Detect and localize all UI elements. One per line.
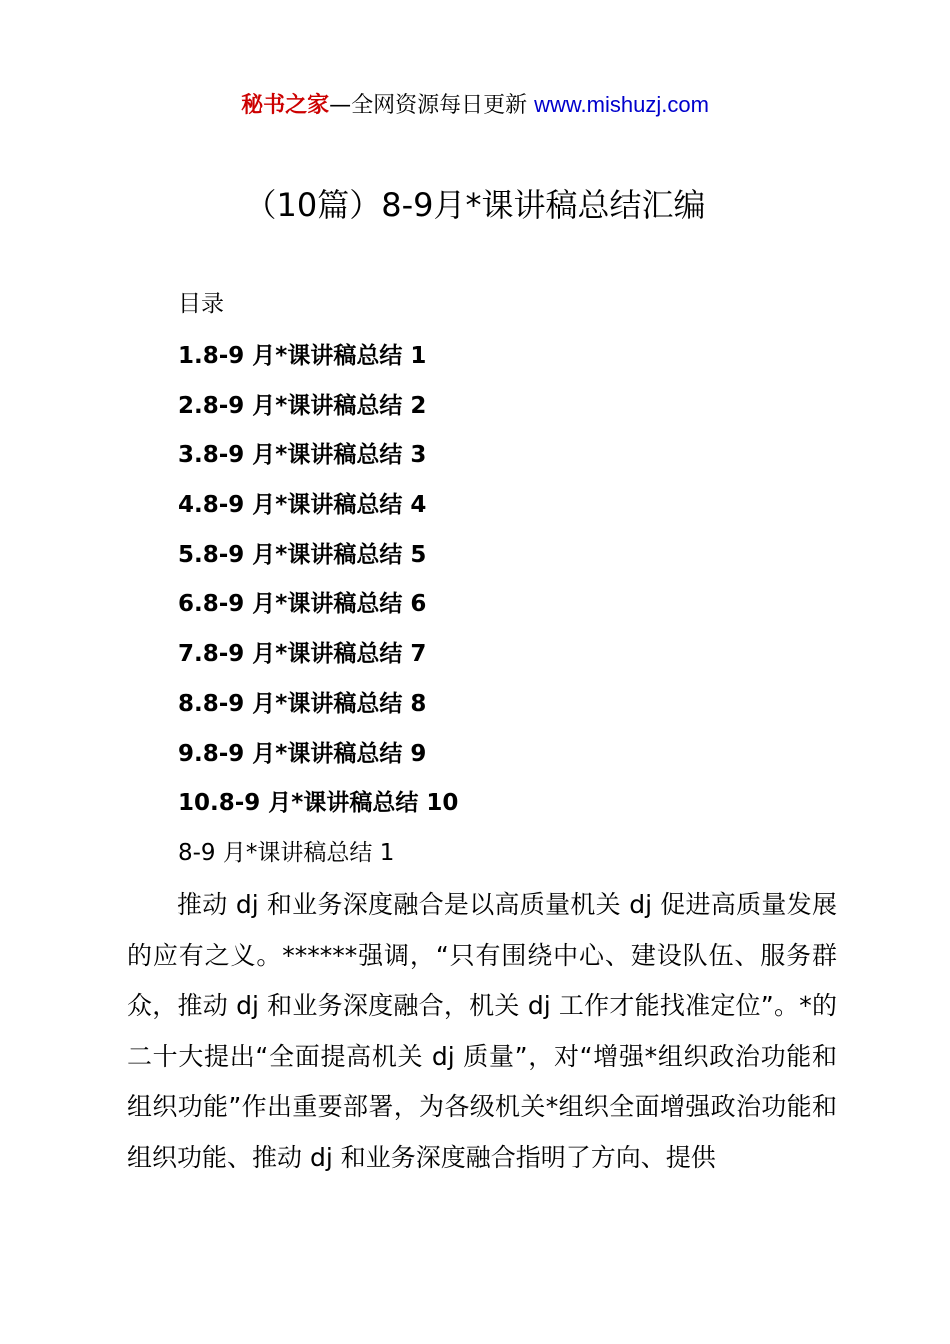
toc-item-1[interactable]: 1.8-9 月*课讲稿总结 1 <box>178 343 427 369</box>
toc-item-2[interactable]: 2.8-9 月*课讲稿总结 2 <box>178 392 427 419</box>
toc-item-8[interactable]: 8.8-9 月*课讲稿总结 8 <box>178 690 427 717</box>
toc-heading: 目录 <box>178 291 224 317</box>
body-paragraph: 推动 dj 和业务深度融合是以高质量机关 dj 促进高质量发展的应有之义。******强调，“只有围绕中心、建设队伍、服务群众，推动 dj 和业务深度融合，机关 dj 工作才能找准定位”。*的二十大提出“全面提高机关 dj 质量”，对“增强*组织政治功能和组织功能”作出重要部署，为各级机关*组织全面增强政治功能和组织功能、推动 dj 和业务深度融合指明了方向、提供 <box>127 890 837 1172</box>
toc-item-10[interactable]: 10.8-9 月*课讲稿总结 10 <box>178 790 459 817</box>
toc-item-4[interactable]: 4.8-9 月*课讲稿总结 4 <box>178 492 427 519</box>
toc-item-3[interactable]: 3.8-9 月*课讲稿总结 3 <box>178 442 427 469</box>
banner-tagline: —全网资源每日更新 <box>329 93 528 118</box>
toc-item-9[interactable]: 9.8-9 月*课讲稿总结 9 <box>178 740 427 767</box>
toc-item-6[interactable]: 6.8-9 月*课讲稿总结 6 <box>178 591 427 618</box>
section-heading: 8-9 月*课讲稿总结 1 <box>178 840 395 866</box>
toc-item-5[interactable]: 5.8-9 月*课讲稿总结 5 <box>178 541 427 568</box>
toc-item-7[interactable]: 7.8-9 月*课讲稿总结 7 <box>178 641 427 668</box>
site-url-link[interactable]: www.mishuzj.com <box>534 92 709 117</box>
brand-name: 秘书之家 <box>241 93 330 118</box>
table-of-contents <box>178 338 458 835</box>
site-banner <box>0 88 950 123</box>
document-title: （10篇）8-9月*课讲稿总结汇编 <box>244 186 706 224</box>
